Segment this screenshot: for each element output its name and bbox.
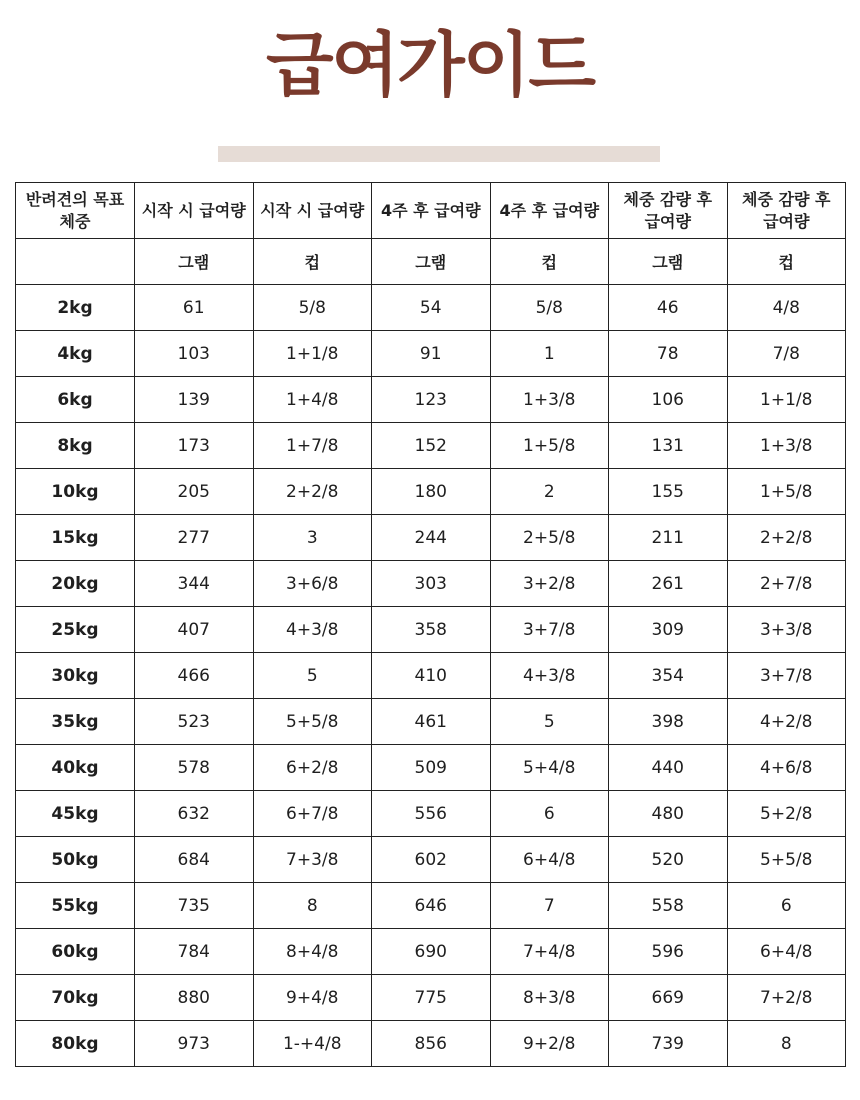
header-cell: 체중 감량 후 급여량 — [609, 183, 728, 239]
amount-cell: 2+5/8 — [490, 515, 609, 561]
amount-cell: 8+3/8 — [490, 975, 609, 1021]
amount-cell: 509 — [372, 745, 491, 791]
title-divider — [218, 146, 660, 162]
unit-cell — [16, 239, 135, 285]
amount-cell: 1+5/8 — [490, 423, 609, 469]
amount-cell: 123 — [372, 377, 491, 423]
amount-cell: 3+7/8 — [490, 607, 609, 653]
amount-cell: 6+7/8 — [253, 791, 372, 837]
weight-cell: 40kg — [16, 745, 135, 791]
amount-cell: 784 — [135, 929, 254, 975]
amount-cell: 261 — [609, 561, 728, 607]
amount-cell: 244 — [372, 515, 491, 561]
amount-cell: 480 — [609, 791, 728, 837]
amount-cell: 2+7/8 — [727, 561, 846, 607]
amount-cell: 4+2/8 — [727, 699, 846, 745]
amount-cell: 46 — [609, 285, 728, 331]
amount-cell: 4+3/8 — [253, 607, 372, 653]
amount-cell: 669 — [609, 975, 728, 1021]
header-cell: 시작 시 급여량 — [135, 183, 254, 239]
amount-cell: 3+3/8 — [727, 607, 846, 653]
amount-cell: 91 — [372, 331, 491, 377]
table-row — [16, 929, 846, 975]
amount-cell: 690 — [372, 929, 491, 975]
amount-cell: 131 — [609, 423, 728, 469]
table-row — [16, 423, 846, 469]
amount-cell: 556 — [372, 791, 491, 837]
amount-cell: 2 — [490, 469, 609, 515]
amount-cell: 1+5/8 — [727, 469, 846, 515]
amount-cell: 1+7/8 — [253, 423, 372, 469]
amount-cell: 735 — [135, 883, 254, 929]
weight-cell: 55kg — [16, 883, 135, 929]
amount-cell: 7/8 — [727, 331, 846, 377]
amount-cell: 558 — [609, 883, 728, 929]
amount-cell: 211 — [609, 515, 728, 561]
amount-cell: 103 — [135, 331, 254, 377]
amount-cell: 466 — [135, 653, 254, 699]
amount-cell: 354 — [609, 653, 728, 699]
table-row — [16, 791, 846, 837]
amount-cell: 1-+4/8 — [253, 1021, 372, 1067]
amount-cell: 1+1/8 — [253, 331, 372, 377]
amount-cell: 2+2/8 — [253, 469, 372, 515]
weight-cell: 2kg — [16, 285, 135, 331]
table-row — [16, 837, 846, 883]
amount-cell: 5 — [253, 653, 372, 699]
amount-cell: 5+5/8 — [253, 699, 372, 745]
table-row — [16, 377, 846, 423]
table-row — [16, 653, 846, 699]
weight-cell: 80kg — [16, 1021, 135, 1067]
table-body — [16, 285, 846, 1067]
weight-cell: 30kg — [16, 653, 135, 699]
header-row — [16, 183, 846, 239]
amount-cell: 8+4/8 — [253, 929, 372, 975]
amount-cell: 139 — [135, 377, 254, 423]
feeding-guide-table — [15, 182, 846, 1067]
unit-cell: 컵 — [490, 239, 609, 285]
page-title: 급여가이드 — [265, 24, 595, 106]
weight-cell: 4kg — [16, 331, 135, 377]
amount-cell: 646 — [372, 883, 491, 929]
amount-cell: 180 — [372, 469, 491, 515]
amount-cell: 8 — [253, 883, 372, 929]
amount-cell: 277 — [135, 515, 254, 561]
amount-cell: 309 — [609, 607, 728, 653]
table-row — [16, 561, 846, 607]
header-cell: 4주 후 급여량 — [490, 183, 609, 239]
amount-cell: 303 — [372, 561, 491, 607]
amount-cell: 1+4/8 — [253, 377, 372, 423]
amount-cell: 6+4/8 — [727, 929, 846, 975]
amount-cell: 7 — [490, 883, 609, 929]
amount-cell: 3 — [253, 515, 372, 561]
amount-cell: 596 — [609, 929, 728, 975]
amount-cell: 973 — [135, 1021, 254, 1067]
amount-cell: 398 — [609, 699, 728, 745]
amount-cell: 6 — [727, 883, 846, 929]
amount-cell: 520 — [609, 837, 728, 883]
amount-cell: 684 — [135, 837, 254, 883]
amount-cell: 205 — [135, 469, 254, 515]
weight-cell: 70kg — [16, 975, 135, 1021]
amount-cell: 880 — [135, 975, 254, 1021]
unit-cell: 컵 — [727, 239, 846, 285]
amount-cell: 6 — [490, 791, 609, 837]
amount-cell: 578 — [135, 745, 254, 791]
amount-cell: 3+7/8 — [727, 653, 846, 699]
amount-cell: 7+4/8 — [490, 929, 609, 975]
amount-cell: 739 — [609, 1021, 728, 1067]
table-row — [16, 699, 846, 745]
table-row — [16, 607, 846, 653]
amount-cell: 9+4/8 — [253, 975, 372, 1021]
amount-cell: 6+2/8 — [253, 745, 372, 791]
amount-cell: 173 — [135, 423, 254, 469]
weight-cell: 15kg — [16, 515, 135, 561]
amount-cell: 54 — [372, 285, 491, 331]
amount-cell: 3+2/8 — [490, 561, 609, 607]
header-cell: 체중 감량 후 급여량 — [727, 183, 846, 239]
amount-cell: 5 — [490, 699, 609, 745]
amount-cell: 5/8 — [490, 285, 609, 331]
table-row — [16, 515, 846, 561]
amount-cell: 8 — [727, 1021, 846, 1067]
weight-cell: 20kg — [16, 561, 135, 607]
amount-cell: 602 — [372, 837, 491, 883]
table-row — [16, 285, 846, 331]
amount-cell: 152 — [372, 423, 491, 469]
weight-cell: 10kg — [16, 469, 135, 515]
amount-cell: 7+3/8 — [253, 837, 372, 883]
amount-cell: 5+5/8 — [727, 837, 846, 883]
unit-row — [16, 239, 846, 285]
amount-cell: 5+4/8 — [490, 745, 609, 791]
amount-cell: 407 — [135, 607, 254, 653]
header-cell: 반려견의 목표 체중 — [16, 183, 135, 239]
amount-cell: 523 — [135, 699, 254, 745]
amount-cell: 4+6/8 — [727, 745, 846, 791]
amount-cell: 106 — [609, 377, 728, 423]
amount-cell: 7+2/8 — [727, 975, 846, 1021]
amount-cell: 1 — [490, 331, 609, 377]
amount-cell: 4+3/8 — [490, 653, 609, 699]
amount-cell: 775 — [372, 975, 491, 1021]
amount-cell: 78 — [609, 331, 728, 377]
table-row — [16, 331, 846, 377]
amount-cell: 440 — [609, 745, 728, 791]
amount-cell: 358 — [372, 607, 491, 653]
weight-cell: 60kg — [16, 929, 135, 975]
amount-cell: 410 — [372, 653, 491, 699]
amount-cell: 1+3/8 — [490, 377, 609, 423]
header-cell: 4주 후 급여량 — [372, 183, 491, 239]
amount-cell: 9+2/8 — [490, 1021, 609, 1067]
table-row — [16, 1021, 846, 1067]
weight-cell: 25kg — [16, 607, 135, 653]
unit-cell: 그램 — [372, 239, 491, 285]
amount-cell: 344 — [135, 561, 254, 607]
unit-cell: 그램 — [135, 239, 254, 285]
table-row — [16, 745, 846, 791]
amount-cell: 4/8 — [727, 285, 846, 331]
amount-cell: 155 — [609, 469, 728, 515]
amount-cell: 3+6/8 — [253, 561, 372, 607]
table-row — [16, 883, 846, 929]
amount-cell: 461 — [372, 699, 491, 745]
amount-cell: 6+4/8 — [490, 837, 609, 883]
amount-cell: 61 — [135, 285, 254, 331]
amount-cell: 1+3/8 — [727, 423, 846, 469]
weight-cell: 6kg — [16, 377, 135, 423]
weight-cell: 35kg — [16, 699, 135, 745]
amount-cell: 632 — [135, 791, 254, 837]
amount-cell: 5+2/8 — [727, 791, 846, 837]
header-cell: 시작 시 급여량 — [253, 183, 372, 239]
table-row — [16, 975, 846, 1021]
table-row — [16, 469, 846, 515]
amount-cell: 1+1/8 — [727, 377, 846, 423]
amount-cell: 856 — [372, 1021, 491, 1067]
unit-cell: 컵 — [253, 239, 372, 285]
amount-cell: 2+2/8 — [727, 515, 846, 561]
weight-cell: 45kg — [16, 791, 135, 837]
unit-cell: 그램 — [609, 239, 728, 285]
amount-cell: 5/8 — [253, 285, 372, 331]
weight-cell: 50kg — [16, 837, 135, 883]
weight-cell: 8kg — [16, 423, 135, 469]
